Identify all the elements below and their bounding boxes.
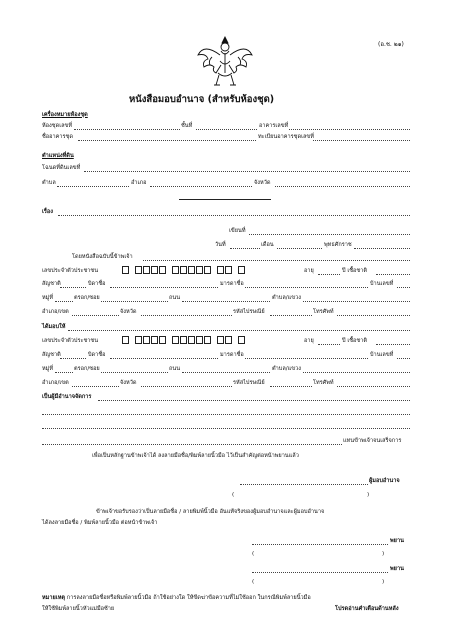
grantee-moo-field[interactable]	[55, 372, 73, 373]
grantee-nationality-label: สัญชาติ	[42, 352, 61, 358]
deed-no-label: โฉนดที่ดินเลขที่	[42, 165, 81, 171]
subject-field[interactable]	[58, 215, 410, 216]
grantee-house-label: บ้านเลขที่	[370, 352, 394, 358]
grantor-road-field[interactable]	[182, 301, 270, 302]
grantee-mother-label: มารดาชื่อ	[220, 352, 244, 358]
grantor-prov-label: จังหวัด	[120, 309, 137, 315]
floor-label: ชั้นที่	[181, 123, 193, 129]
grantee-road-label: ถนน	[169, 366, 181, 372]
witness-1-paren-close: )	[382, 551, 385, 557]
grantee-district-label: อำเภอ/เขต	[42, 380, 69, 386]
witness-2-signature-field[interactable]	[252, 572, 388, 573]
condo-reg-field[interactable]	[313, 140, 410, 141]
witness-2-paren-close: )	[382, 579, 385, 585]
grantee-house-field[interactable]	[397, 358, 410, 359]
agent-tail: แทนข้าพเจ้าจนเสร็จการ	[343, 438, 402, 444]
grantee-postcode-label: รหัสไปรษณีย์	[233, 380, 265, 386]
grantee-race-field[interactable]	[376, 344, 410, 345]
grantor-age-field[interactable]	[318, 274, 340, 275]
grantor-road-label: ถนน	[169, 295, 181, 301]
grantor-mother-label: มารดาชื่อ	[220, 281, 244, 287]
grantee-phone-label: โทรศัพท์	[313, 380, 334, 386]
condo-no-label: ห้องชุดเลขที่	[42, 123, 73, 129]
province-label: จังหวัด	[254, 180, 271, 186]
grantee-name-field[interactable]	[68, 330, 410, 331]
grantor-race-label: ปี เชื้อชาติ	[342, 268, 367, 274]
grantor-postcode-label: รหัสไปรษณีย์	[233, 309, 265, 315]
floor-field[interactable]	[196, 129, 257, 130]
grantor-soi-label: ตรอก/ซอย	[74, 295, 100, 301]
date-field[interactable]	[230, 248, 260, 249]
year-field[interactable]	[354, 248, 410, 249]
grantor-race-field[interactable]	[376, 274, 410, 275]
witness-1-signature-field[interactable]	[252, 544, 388, 545]
building-no-label: อาคารเลขที่	[259, 123, 289, 129]
grantor-soi-field[interactable]	[101, 301, 168, 302]
note-label: หมายเหตุ	[42, 595, 66, 601]
grantor-district-label: อำเภอ/เขต	[42, 309, 69, 315]
grantor-father-label: บิดาชื่อ	[88, 281, 106, 287]
grantee-moo-label: หมู่ที่	[42, 366, 54, 372]
divider	[179, 199, 271, 200]
grantee-father-field[interactable]	[110, 358, 218, 359]
condo-heading: เครื่องหมายห้องชุด	[42, 112, 88, 118]
agent-line-1[interactable]	[98, 400, 410, 401]
year-label: พุทธศักราช	[324, 242, 352, 248]
grantor-subdistrict-field[interactable]	[303, 301, 410, 302]
grantee-age-field[interactable]	[318, 344, 340, 345]
grantee-race-label: ปี เชื้อชาติ	[342, 338, 367, 344]
grantor-moo-label: หมู่ที่	[42, 295, 54, 301]
grantor-subdistrict-label: ตำบล/แขวง	[272, 295, 301, 301]
agent-line-4[interactable]	[42, 444, 342, 445]
condo-no-field[interactable]	[74, 129, 180, 130]
read-back-warning: โปรดอ่านคำเตือนด้านหลัง	[335, 606, 399, 612]
grantee-id-boxes[interactable]	[122, 336, 246, 344]
grantor-father-field[interactable]	[110, 287, 218, 288]
agent-line-2[interactable]	[42, 414, 410, 415]
grantee-mother-field[interactable]	[245, 358, 368, 359]
grantee-district-field[interactable]	[72, 386, 119, 387]
amphoe-field[interactable]	[150, 186, 252, 187]
note-line-1	[42, 595, 311, 602]
grantor-phone-field[interactable]	[337, 315, 410, 316]
witness-2-label: พยาน	[390, 566, 404, 572]
grantee-age-label: อายุ	[304, 338, 314, 344]
grantor-postcode-field[interactable]	[270, 315, 312, 316]
grantee-phone-field[interactable]	[337, 386, 410, 387]
grantor-nationality-field[interactable]	[60, 287, 86, 288]
month-field[interactable]	[277, 248, 322, 249]
grantee-nationality-field[interactable]	[60, 358, 86, 359]
written-at-field[interactable]	[249, 234, 410, 235]
grantor-moo-field[interactable]	[55, 301, 73, 302]
grantee-subdistrict-field[interactable]	[303, 372, 410, 373]
grantee-postcode-field[interactable]	[270, 386, 312, 387]
grantor-district-field[interactable]	[72, 315, 119, 316]
witness-1-label: พยาน	[390, 538, 404, 544]
grantee-heading: ได้มอบให้	[42, 324, 66, 330]
written-at-label: เขียนที่	[229, 228, 246, 234]
garuda-emblem-icon	[194, 33, 256, 91]
building-no-field[interactable]	[289, 129, 410, 130]
grantee-prov-label: จังหวัด	[120, 380, 137, 386]
form-code: (อ.ช. ๒๑)	[378, 41, 404, 48]
grantor-phone-label: โทรศัพท์	[313, 309, 334, 315]
grantee-soi-label: ตรอก/ซอย	[74, 366, 100, 372]
tambon-field[interactable]	[57, 186, 129, 187]
page-title: หนังสือมอบอำนาจ (สำหรับห้องชุด)	[129, 94, 275, 105]
grantor-house-label: บ้านเลขที่	[370, 281, 394, 287]
tambon-label: ตำบล	[42, 180, 56, 186]
province-field[interactable]	[275, 186, 410, 187]
grantor-paren-close: )	[367, 492, 370, 498]
month-label: เดือน	[261, 242, 274, 248]
grantor-name-field[interactable]	[143, 260, 410, 261]
deed-no-field[interactable]	[84, 171, 410, 172]
grantor-id-label: เลขประจำตัวประชาชน	[42, 268, 99, 274]
grantor-house-field[interactable]	[397, 287, 410, 288]
grantor-signature-field[interactable]	[240, 484, 368, 485]
intro-label: โดยหนังสือฉบับนี้ข้าพเจ้า	[72, 254, 133, 260]
witness-statement: เพื่อเป็นหลักฐานข้าพเจ้าได้ ลงลายมือชื่อ/พิมพ์ลายนิ้วมือ ไว้เป็นสำคัญต่อหน้าพยานแล้ว	[92, 453, 299, 459]
grantee-id-label: เลขประจำตัวประชาชน	[42, 338, 99, 344]
agent-heading: เป็นผู้มีอำนาจจัดการ	[42, 394, 92, 400]
witness-1-paren-open: (	[252, 551, 255, 557]
grantor-mother-field[interactable]	[245, 287, 368, 288]
condo-name-field[interactable]	[78, 140, 256, 141]
grantor-paren-open: (	[232, 492, 235, 498]
grantee-soi-field[interactable]	[101, 372, 168, 373]
subject-label: เรื่อง	[42, 209, 54, 215]
condo-name-label: ชื่ออาคารชุด	[42, 134, 73, 140]
condo-reg-label: ทะเบียนอาคารชุดเลขที่	[258, 134, 314, 140]
grantee-road-field[interactable]	[182, 372, 270, 373]
land-heading: ตำแหน่งที่ดิน	[42, 153, 74, 159]
certify-line-1: ข้าพเจ้าขอรับรองว่าเป็นลายมือชื่อ / ลายพิมพ์นิ้วมือ อันแท้จริงของผู้มอบอำนาจและผู้มอบอำนาจ	[96, 509, 325, 515]
grantee-father-label: บิดาชื่อ	[88, 352, 106, 358]
date-label: วันที่	[215, 242, 226, 248]
grantor-id-boxes[interactable]	[122, 266, 246, 274]
grantor-signature-label: ผู้มอบอำนาจ	[369, 478, 400, 484]
grantee-subdistrict-label: ตำบล/แขวง	[272, 366, 301, 372]
certify-line-2: ได้ลงลายมือชื่อ / พิมพ์ลายนิ้วมือ ต่อหน้าข้าพเจ้า	[42, 520, 158, 526]
witness-2-paren-open: (	[252, 579, 255, 585]
grantor-nationality-label: สัญชาติ	[42, 281, 61, 287]
agent-line-3[interactable]	[42, 428, 410, 429]
grantee-prov-field[interactable]	[141, 386, 232, 387]
grantor-age-label: อายุ	[304, 268, 314, 274]
grantor-prov-field[interactable]	[141, 315, 232, 316]
note-text-1: การลงลายมือชื่อหรือพิมพ์ลายนิ้วมือ ถ้าใช้อย่างใด ให้ขีดฆ่าข้อความที่ไม่ใช้ออก ในกรณีพิมพ์ลายนิ้วมือ	[65, 595, 311, 601]
amphoe-label: อำเภอ	[131, 180, 147, 186]
note-line-2: ให้ใช้พิมพ์ลายนิ้วหัวแม่มือซ้าย	[42, 606, 115, 612]
